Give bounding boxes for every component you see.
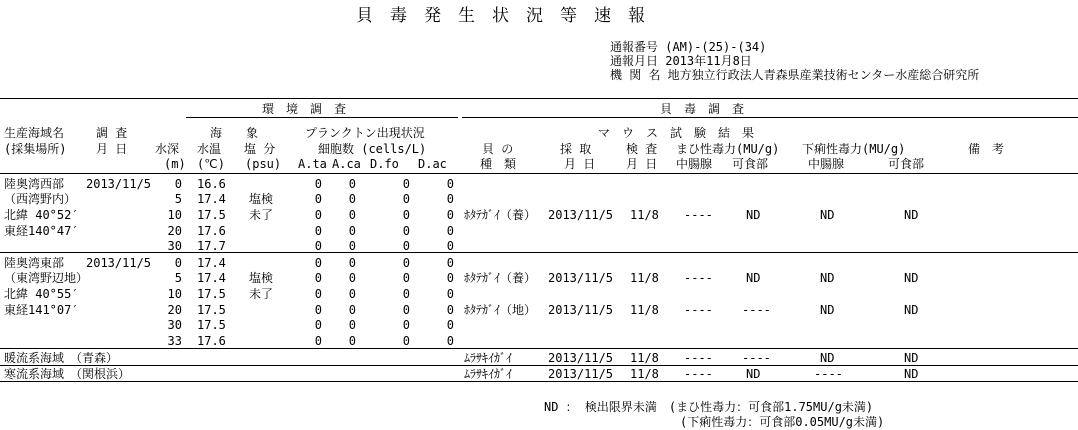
station1-dsp-edible: ND: [904, 208, 919, 222]
plankton-count: 0: [348, 287, 356, 301]
warm-dsp-midgut: ND: [820, 351, 835, 365]
plankton-count: 0: [314, 334, 322, 348]
plankton-dfo-header: D.fo: [370, 157, 399, 171]
plankton-header: プランクトン出現状況: [305, 126, 425, 140]
cells-header: 細胞数 (cells/L): [318, 142, 427, 156]
station2-longitude: 東経141°07′: [4, 303, 79, 317]
station2-depth: 33: [167, 334, 182, 348]
plankton-ata-header: A.ta: [298, 157, 327, 171]
station1-dsp-midgut: ND: [820, 208, 835, 222]
inspection-sub-header: 月 日: [626, 157, 658, 171]
cold-psp-midgut: ----: [684, 367, 713, 381]
plankton-count: 0: [402, 303, 410, 317]
plankton-count: 0: [314, 303, 322, 317]
warm-psp-edible: ----: [742, 351, 771, 365]
plankton-dac-header: D.ac: [418, 157, 447, 171]
env-survey-header: 環 境 調 査: [262, 102, 347, 116]
survey-date-sub-header: 月 日: [96, 142, 128, 156]
dsp-edible-header: 可食部: [888, 157, 925, 171]
cold-psp-edible: ND: [746, 367, 761, 381]
cold-top-rule: [0, 365, 1078, 366]
plankton-count: 0: [348, 177, 356, 191]
agency-name: 機 関 名 地方独立行政法人青森県産業技術センター水産総合研究所: [610, 68, 980, 82]
env-survey-underline: [186, 117, 458, 118]
report-number: 通報番号 (AM)-(25)-(34): [610, 40, 767, 54]
station1-depth: 10: [167, 208, 182, 222]
station2-site: （東湾野辺地）: [4, 271, 89, 285]
station2-depth: 5: [174, 271, 182, 285]
plankton-count: 0: [348, 271, 356, 285]
plankton-count: 0: [446, 318, 454, 332]
cold-species: ﾑﾗｻｷｲｶﾞｲ: [464, 367, 513, 381]
cold-dsp-midgut: ----: [814, 367, 843, 381]
station2-temp: 17.4: [197, 271, 226, 285]
plankton-count: 0: [402, 239, 410, 253]
station1-longitude: 東経140°47′: [4, 224, 79, 238]
plankton-count: 0: [402, 192, 410, 206]
plankton-count: 0: [314, 256, 322, 270]
station2-shell-b-psp-edible: ----: [742, 303, 771, 317]
oceanography-header: 海 象: [210, 126, 259, 140]
plankton-count: 0: [348, 224, 356, 238]
station1-survey-date: 2013/11/5: [86, 177, 152, 191]
warm-sample-date: 2013/11/5: [548, 351, 614, 365]
station2-depth: 0: [174, 256, 182, 270]
temp-header: 水温: [197, 142, 222, 156]
plankton-count: 0: [402, 271, 410, 285]
plankton-count: 0: [446, 192, 454, 206]
plankton-count: 0: [348, 192, 356, 206]
header-bottom-rule: [0, 173, 1078, 174]
temp-unit: (℃): [197, 157, 225, 171]
plankton-count: 0: [402, 318, 410, 332]
station2-shell-b-sample-date: 2013/11/5: [548, 303, 614, 317]
station1-shell-sample-date: 2013/11/5: [548, 208, 614, 222]
plankton-count: 0: [402, 224, 410, 238]
plankton-count: 0: [314, 177, 322, 191]
shellfish-survey-underline: [462, 117, 1078, 118]
plankton-count: 0: [446, 224, 454, 238]
footnote-line1: ND ： 検出限界未満 (まひ性毒力：可食部1.75MU/g未満): [544, 400, 874, 414]
station2-shell-b-species: ﾎﾀﾃｶﾞｲ（地）: [464, 303, 537, 317]
salinity-header: 塩 分: [244, 142, 276, 156]
station2-shell-a-psp-midgut: ----: [684, 271, 713, 285]
station1-site: （西湾野内）: [4, 192, 77, 206]
plankton-count: 0: [348, 208, 356, 222]
plankton-count: 0: [348, 334, 356, 348]
plankton-aca-header: A.ca: [332, 157, 361, 171]
station1-salinity-status: 塩検: [249, 192, 274, 206]
plankton-count: 0: [314, 271, 322, 285]
plankton-count: 0: [446, 177, 454, 191]
station2-shell-a-inspection-date: 11/8: [630, 271, 659, 285]
plankton-count: 0: [402, 177, 410, 191]
station1-psp-midgut: ----: [684, 208, 713, 222]
warm-top-rule: [0, 348, 1078, 349]
table-bottom-rule: [0, 381, 1078, 382]
warm-psp-midgut: ----: [684, 351, 713, 365]
station2-temp: 17.4: [197, 256, 226, 270]
station1-temp: 17.6: [197, 224, 226, 238]
station1-latitude: 北緯 40°52′: [4, 208, 79, 222]
salinity-unit: (psu): [245, 157, 282, 171]
plankton-count: 0: [348, 318, 356, 332]
plankton-count: 0: [446, 239, 454, 253]
station2-area: 陸奥湾東部: [4, 256, 65, 270]
cold-sample-date: 2013/11/5: [548, 367, 614, 381]
species-header: 貝 の: [482, 142, 514, 156]
station1-temp: 17.7: [197, 239, 226, 253]
depth-unit: (m): [164, 157, 186, 171]
station2-survey-date: 2013/11/5: [86, 256, 152, 270]
station2-shell-a-psp-edible: ND: [746, 271, 761, 285]
station2-temp: 17.5: [197, 318, 226, 332]
station2-shell-b-inspection-date: 11/8: [630, 303, 659, 317]
psp-edible-header: 可食部: [732, 157, 769, 171]
station2-shell-a-sample-date: 2013/11/5: [548, 271, 614, 285]
station1-depth: 20: [167, 224, 182, 238]
header-top-rule: [0, 98, 1078, 99]
plankton-count: 0: [402, 256, 410, 270]
area-header: 生産海域名: [4, 126, 65, 140]
plankton-count: 0: [402, 287, 410, 301]
station2-salinity-status: 未了: [249, 287, 274, 301]
sampling-header: 採 取: [560, 142, 592, 156]
station2-latitude: 北緯 40°55′: [4, 287, 79, 301]
plankton-count: 0: [314, 224, 322, 238]
station1-salinity-status: 未了: [249, 208, 274, 222]
station1-psp-edible: ND: [746, 208, 761, 222]
warm-species: ﾑﾗｻｷｲｶﾞｲ: [464, 351, 513, 365]
plankton-count: 0: [402, 208, 410, 222]
area-sub-header: (採集場所): [4, 142, 67, 156]
inspection-header: 検 査: [626, 142, 658, 156]
report-date: 通報月日 2013年11月8日: [610, 54, 752, 68]
cold-area-name: 寒流系海域 （関根浜）: [4, 367, 131, 381]
mouse-test-header: マ ウ ス 試 験 結 果: [598, 126, 755, 140]
plankton-count: 0: [348, 239, 356, 253]
station2-shell-a-species: ﾎﾀﾃｶﾞｲ（養）: [464, 271, 537, 285]
warm-inspection-date: 11/8: [630, 351, 659, 365]
station2-shell-b-psp-midgut: ----: [684, 303, 713, 317]
cold-inspection-date: 11/8: [630, 367, 659, 381]
station1-temp: 17.4: [197, 192, 226, 206]
plankton-count: 0: [446, 271, 454, 285]
station2-depth: 30: [167, 318, 182, 332]
plankton-count: 0: [314, 287, 322, 301]
plankton-count: 0: [446, 208, 454, 222]
survey-date-header: 調 査: [96, 126, 128, 140]
remarks-header: 備 考: [968, 142, 1005, 156]
psp-header: まひ性毒力(MU/g): [676, 142, 780, 156]
station1-depth: 0: [174, 177, 182, 191]
station1-shell-species: ﾎﾀﾃｶﾞｲ（養）: [464, 208, 537, 222]
page-title: 貝 毒 発 生 状 況 等 速 報: [356, 6, 645, 26]
sampling-sub-header: 月 日: [564, 157, 596, 171]
station2-depth: 20: [167, 303, 182, 317]
station1-area: 陸奥湾西部: [4, 177, 65, 191]
plankton-count: 0: [402, 334, 410, 348]
footnote-line2: (下痢性毒力：可食部0.05MU/g未満): [680, 415, 885, 429]
plankton-count: 0: [446, 256, 454, 270]
psp-midgut-header: 中腸腺: [676, 157, 713, 171]
dsp-midgut-header: 中腸腺: [808, 157, 845, 171]
plankton-count: 0: [314, 208, 322, 222]
shellfish-survey-header: 貝 毒 調 査: [660, 102, 745, 116]
plankton-count: 0: [446, 287, 454, 301]
plankton-count: 0: [314, 239, 322, 253]
dsp-header: 下痢性毒力(MU/g): [802, 142, 906, 156]
depth-header: 水深: [155, 142, 180, 156]
station2-temp: 17.6: [197, 334, 226, 348]
warm-area-name: 暖流系海域 （青森）: [4, 351, 119, 365]
plankton-count: 0: [446, 334, 454, 348]
station2-shell-b-dsp-edible: ND: [904, 303, 919, 317]
species-sub-header: 種 類: [480, 157, 517, 171]
station2-shell-b-dsp-midgut: ND: [820, 303, 835, 317]
station2-shell-a-dsp-edible: ND: [904, 271, 919, 285]
station1-temp: 17.5: [197, 208, 226, 222]
station2-shell-a-dsp-midgut: ND: [820, 271, 835, 285]
plankton-count: 0: [348, 303, 356, 317]
station1-temp: 16.6: [197, 177, 226, 191]
warm-dsp-edible: ND: [904, 351, 919, 365]
station2-temp: 17.5: [197, 303, 226, 317]
plankton-count: 0: [348, 256, 356, 270]
plankton-count: 0: [314, 192, 322, 206]
station1-depth: 5: [174, 192, 182, 206]
station2-salinity-status: 塩検: [249, 271, 274, 285]
station1-shell-inspection-date: 11/8: [630, 208, 659, 222]
station2-depth: 10: [167, 287, 182, 301]
station1-depth: 30: [167, 239, 182, 253]
station2-temp: 17.5: [197, 287, 226, 301]
cold-dsp-edible: ND: [904, 367, 919, 381]
plankton-count: 0: [314, 318, 322, 332]
plankton-count: 0: [446, 303, 454, 317]
